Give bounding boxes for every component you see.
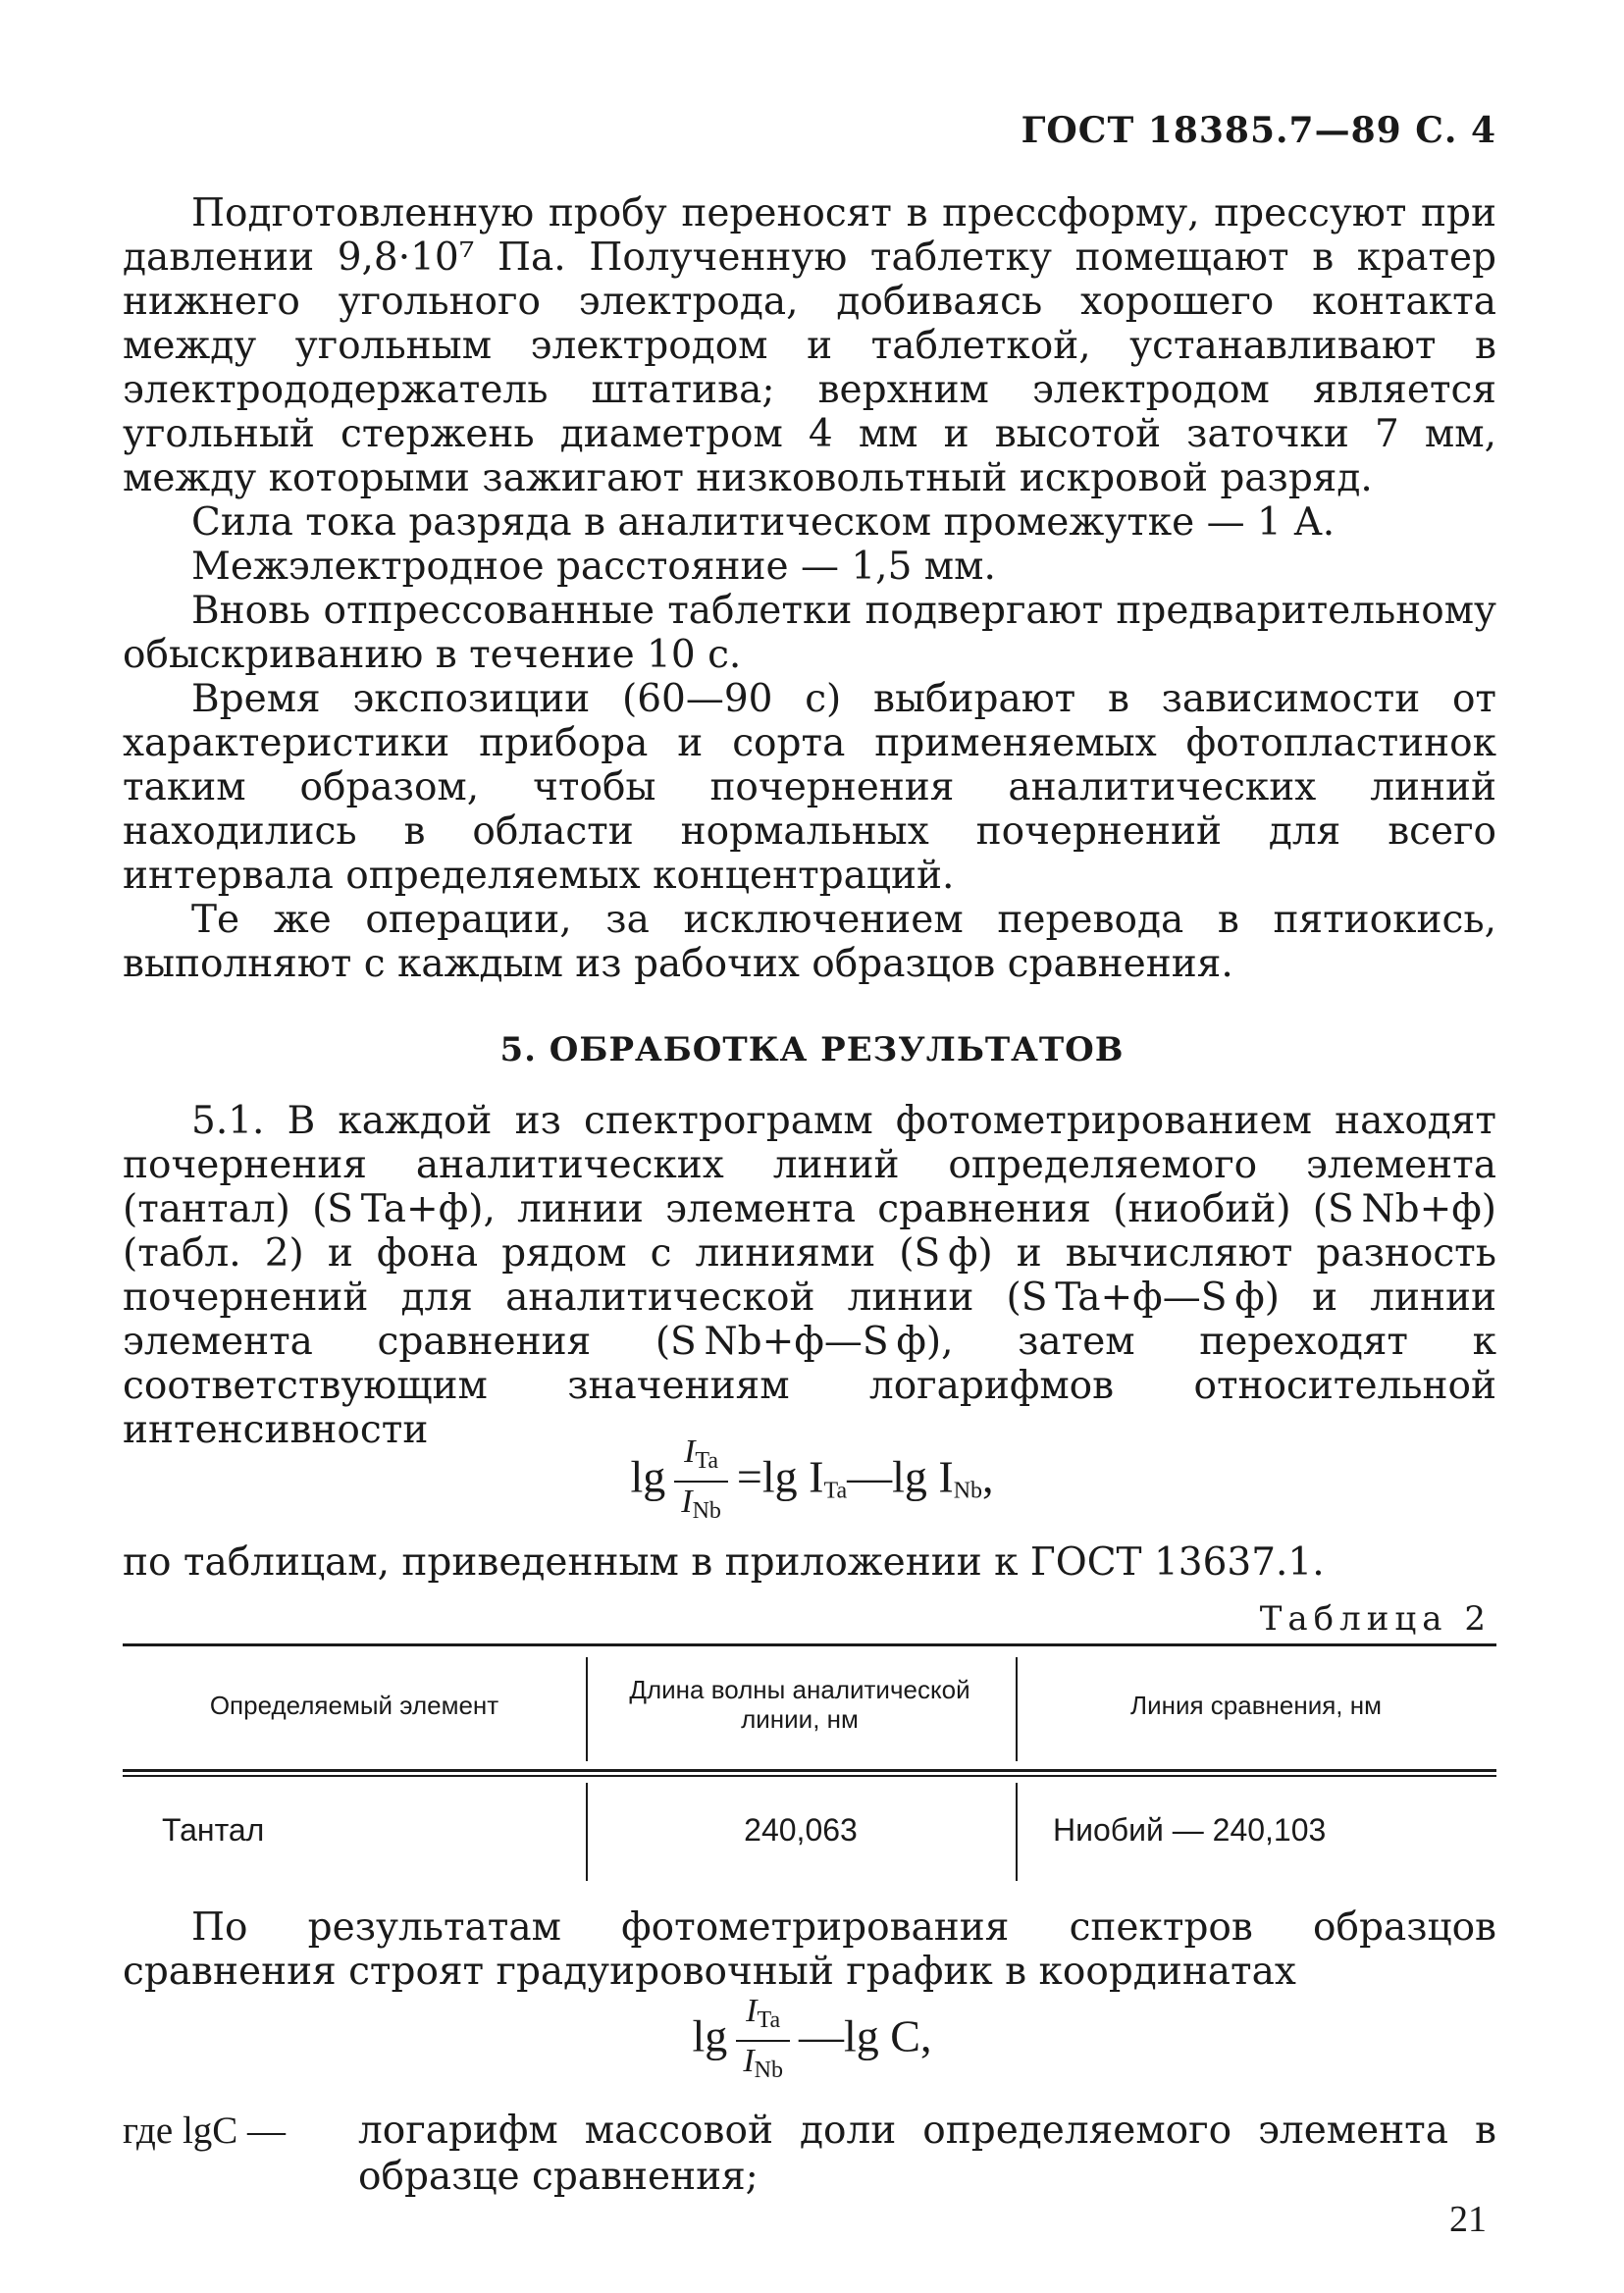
- paragraph-graph-block: [123, 1905, 1496, 1994]
- page-header: ГОСТ 18385.7—89 С. 4: [1021, 110, 1496, 151]
- paragraph-graph: По результатам фотометрирования спектров образцов сравнения строят градуировочный график в координатах: [123, 1905, 1496, 1994]
- table-header-rule: [123, 1769, 1496, 1772]
- table-cell-element: Тантал: [162, 1812, 265, 1848]
- paragraph-sparking: Вновь отпрессованные таблетки подвергают предварительному обыскриванию в течение 10 с.: [123, 589, 1496, 677]
- paragraph-same-operations: Те же операции, за исключением перевода в пятиокись, выполняют с каждым из рабочих образцов сравнения.: [123, 898, 1496, 986]
- table-2: [123, 1643, 1496, 1879]
- paragraph-pressing: Подготовленную пробу переносят в прессформу, прессуют при давлении 9,8·10⁷ Па. Полученную таблетку помещают в кратер нижнего угольного электрода, добиваясь хорошего контакта между угольным электродом и таблеткой, устанавливают в электрододержатель штатива; верхним электродом является угольный стержень диаметром 4 мм и высотой заточки 7 мм, между которыми зажигают низковольтный искровой разряд.: [123, 191, 1496, 500]
- paragraph-exposure: Время экспозиции (60—90 с) выбирают в зависимости от характеристики прибора и сорта применяемых фотопластинок таким образом, чтобы почернения аналитических линий находились в области нормальных почернений для всего интервала определяемых концентраций.: [123, 677, 1496, 898]
- table-header-wavelength: Длина волны аналитической линии, нм: [629, 1675, 970, 1734]
- table-caption: Таблица 2: [1259, 1599, 1492, 1639]
- table-cell-comparison: Ниобий — 240,103: [1053, 1812, 1327, 1848]
- section-title: 5. ОБРАБОТКА РЕЗУЛЬТАТОВ: [499, 1030, 1125, 1069]
- table-cell-wavelength: 240,063: [744, 1812, 858, 1848]
- definition-text: логарифм массовой доли определяемого элемента в образце сравнения;: [358, 2109, 1496, 2199]
- page-number: 21: [1449, 2199, 1487, 2240]
- table-divider-4: [1016, 1783, 1018, 1881]
- paragraph-tables-ref: по таблицам, приведенным в приложении к ГОСТ 13637.1.: [123, 1540, 1325, 1585]
- top-paragraphs: [123, 191, 1496, 986]
- paragraph-5-1: 5.1. В каждой из спектрограмм фотометрированием находят почернения аналитических линий определяемого элемента (тантал) (S Ta+ф), линии элемента сравнения (ниобий) (S Nb+ф) (табл. 2) и фона рядом с линиями (S ф) и вычисляют разность почернений для аналитической линии (S Ta+ф—S ф) и линии элемента сравнения (S Nb+ф—S ф), затем переходят к соответствующим значениям логарифмов относительной интенсивности: [123, 1099, 1496, 1452]
- table-header-rule-2: [123, 1775, 1496, 1777]
- table-header-comparison: Линия сравнения, нм: [1130, 1691, 1382, 1720]
- definition-term: где lgC —: [123, 2110, 287, 2152]
- paragraph-current: Сила тока разряда в аналитическом промежутке — 1 А.: [191, 500, 1336, 545]
- formula-fraction: $\frac{I_{Ta}}{I_{Nb}}$: [671, 1433, 731, 1531]
- formula-coordinates: lg $\frac{I_{Ta}}{I_{Nb}}$ —lg C,: [0, 1992, 1624, 2090]
- table-top-rule: [123, 1643, 1496, 1646]
- formula-log-ratio: lg $\frac{I_{Ta}}{I_{Nb}}$ =lg $I_{Ta}—\lg$ $I_{Nb}$,: [0, 1433, 1624, 1531]
- formula-lg: lg: [630, 1451, 666, 1502]
- paragraph-gap: Межэлектродное расстояние — 1,5 мм.: [191, 545, 996, 589]
- paragraph-tables-ref-block: [123, 1540, 1496, 1585]
- formula-coordinates-fraction: $\frac{I_{Ta}}{I_{Nb}}$: [733, 1992, 793, 2090]
- formula-rhs: =lg I: [736, 1451, 824, 1502]
- paragraph-5-1-block: [123, 1099, 1496, 1452]
- table-divider-1: [586, 1657, 588, 1761]
- table-header-element: Определяемый элемент: [209, 1691, 499, 1720]
